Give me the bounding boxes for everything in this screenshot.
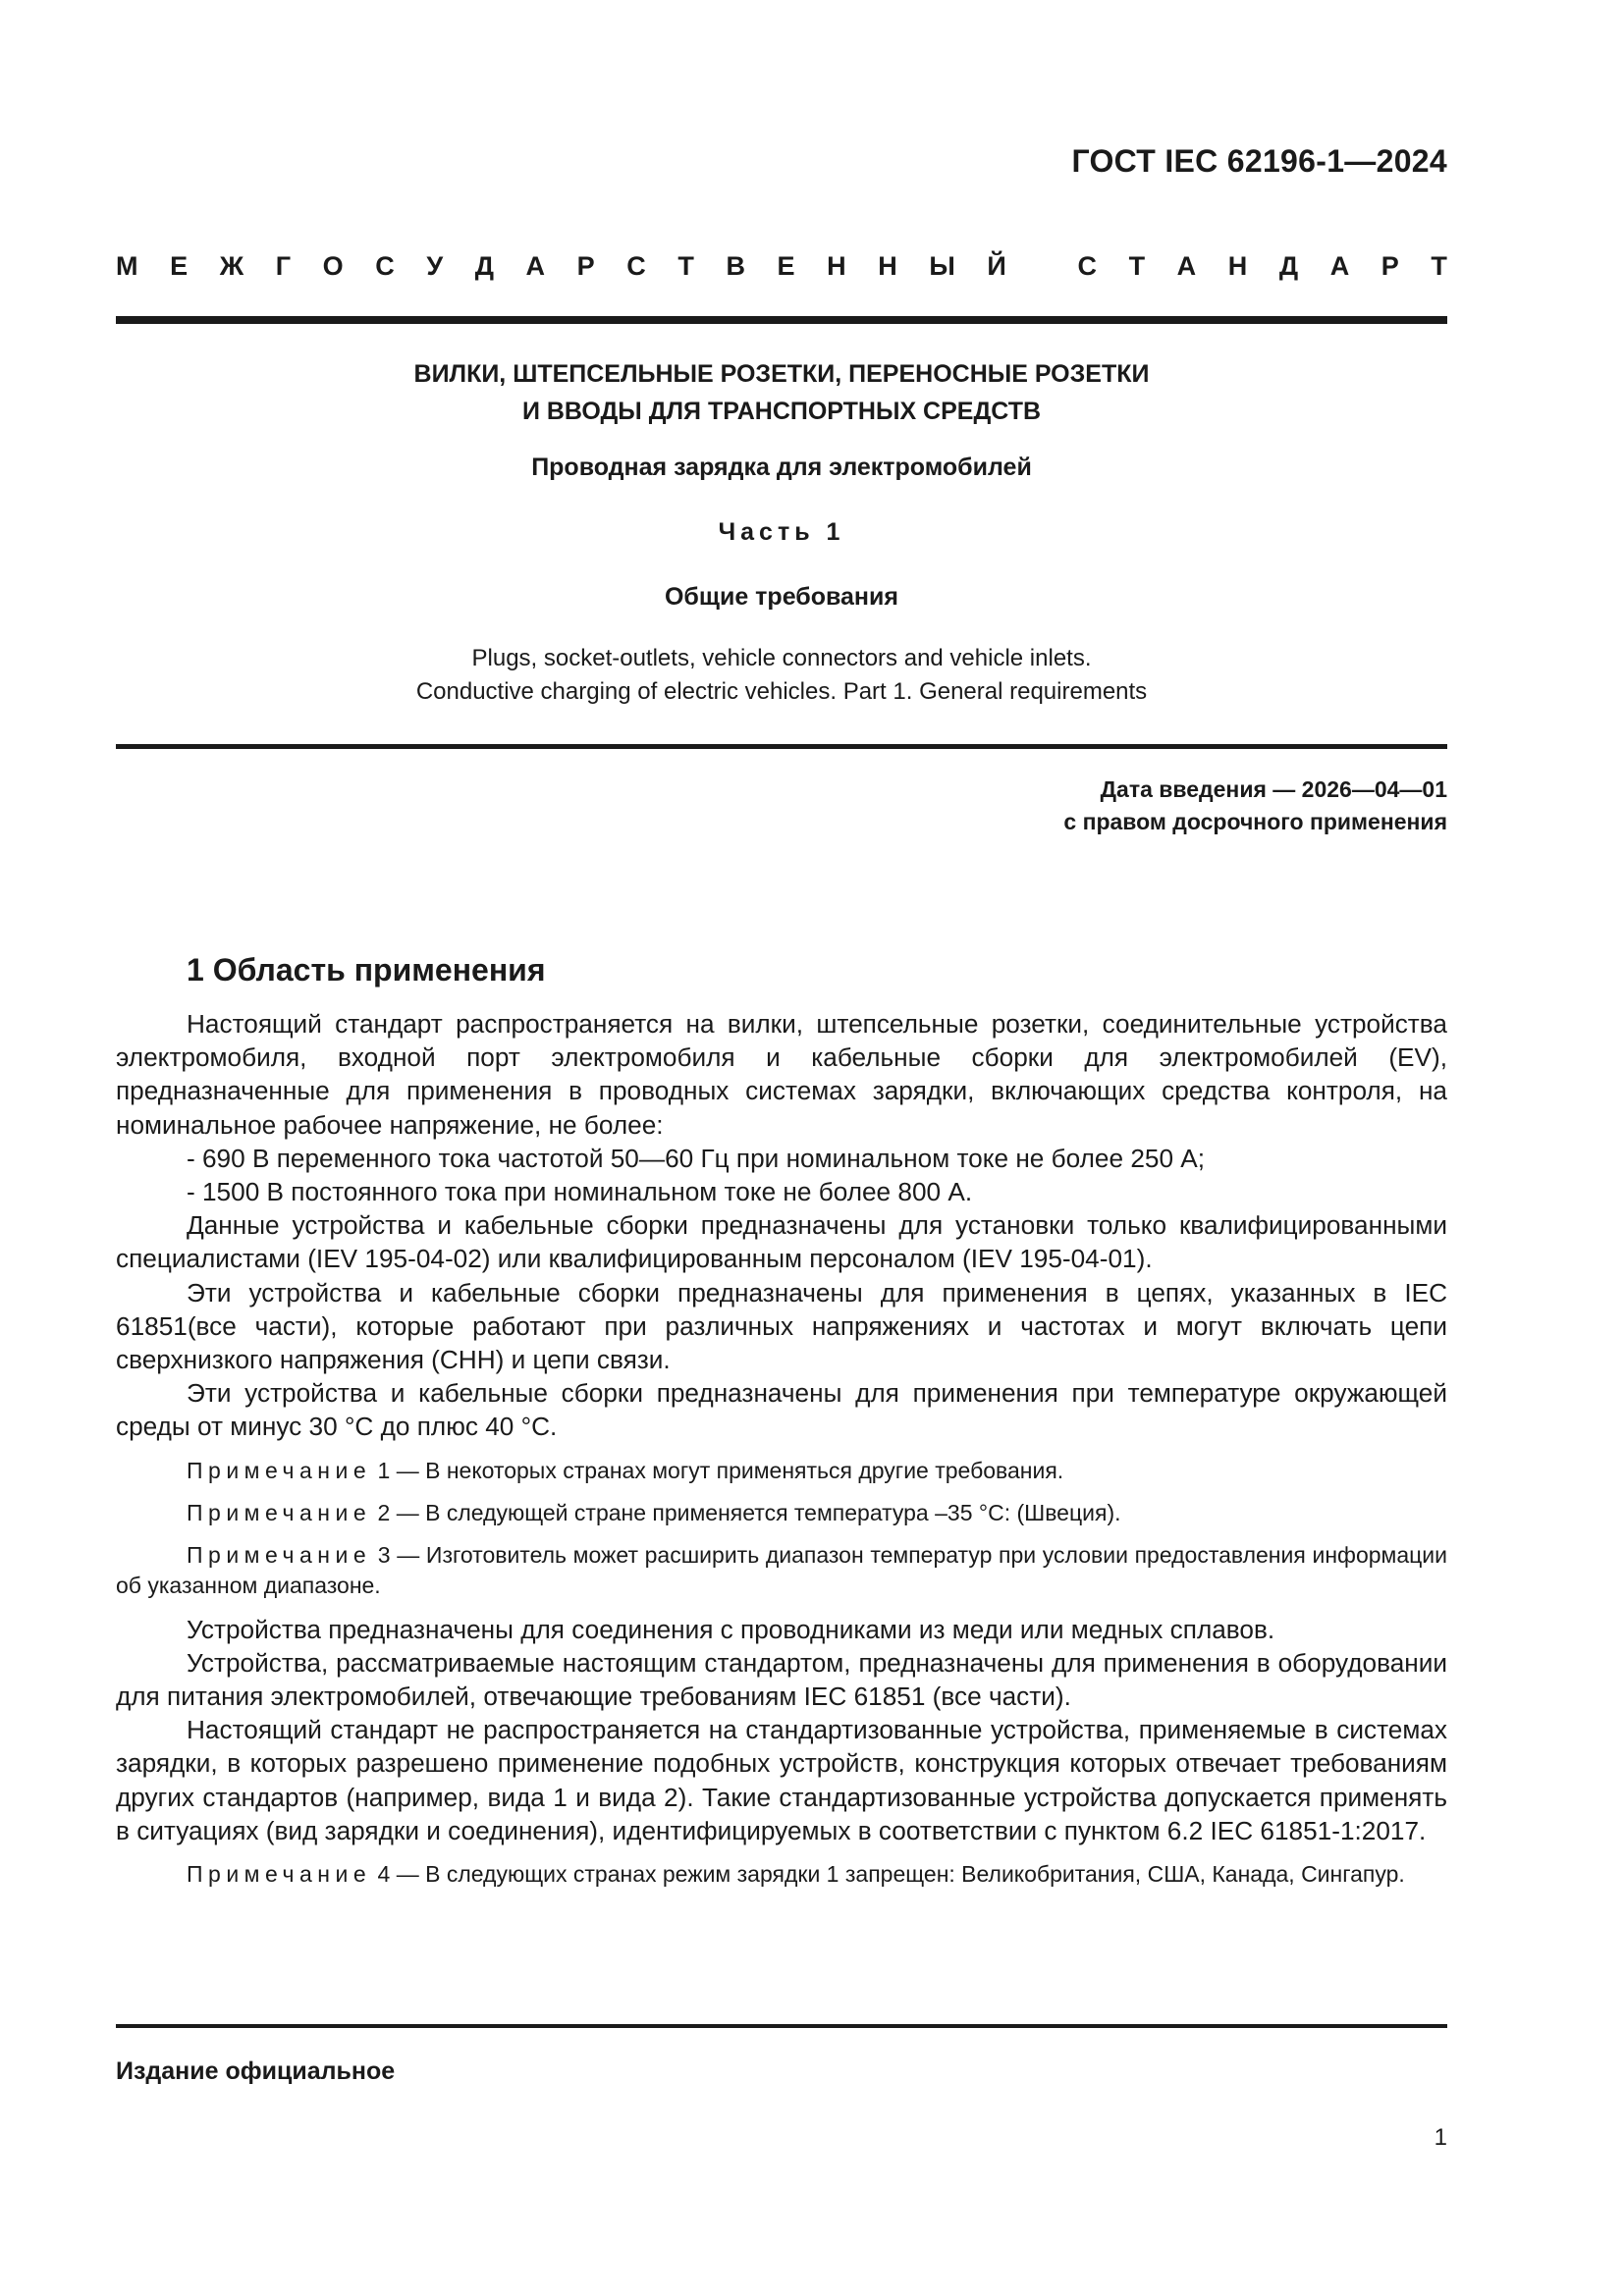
doc-type-letter: Н [878, 251, 897, 281]
note-text: 4 — В следующих странах режим зарядки 1 запрещен: Великобритания, США, Канада, Сингапур. [371, 1861, 1405, 1888]
doc-type-letter: Н [827, 251, 846, 281]
paragraph: Настоящий стандарт распространяется на вилки, штепсельные розетки, соединительные устройства электромобиля, входной порт электромобиля и кабельные сборки для электромобилей (EV), предназначенные для применения в проводных системах зарядки, включающих средства контроля, на номинальное рабочее напряжение, не более: [116, 1009, 1447, 1140]
doc-type-letter: Ж [219, 251, 244, 281]
document-title [116, 355, 1447, 430]
document-type-heading [116, 251, 1447, 282]
early-application-line: с правом досрочного применения [1063, 809, 1447, 834]
doc-type-letter: А [525, 251, 546, 281]
part-title: Общие требования [664, 583, 898, 611]
section-heading: 1 Область применения [187, 952, 546, 988]
english-title-line-1: Plugs, socket-outlets, vehicle connectors and vehicle inlets. [471, 645, 1092, 671]
note-3 [116, 1540, 1447, 1601]
title-divider [116, 744, 1447, 749]
official-edition-label: Издание официальное [116, 2057, 396, 2085]
note-1 [116, 1456, 1447, 1486]
english-title-line-2: Conductive charging of electric vehicles. Part 1. General requirements [415, 678, 1148, 705]
note-label: Примечание [187, 1541, 372, 1568]
paragraph: Эти устройства и кабельные сборки предназначены для применения при температуре окружающей среды от минус 30 °С до плюс 40 °С. [116, 1378, 1447, 1442]
note-text: 3 — Изготовитель может расширить диапазон температур при условии предоставления информации об указанном диапазоне. [116, 1541, 1447, 1598]
page-number: 1 [1434, 2124, 1447, 2151]
introduction-date-line: Дата введения — 2026—04—01 [1100, 776, 1447, 802]
note-text: 1 — В некоторых странах могут применяться другие требования. [371, 1457, 1064, 1483]
doc-type-letter: Е [777, 251, 795, 281]
doc-type-letter: Т [677, 251, 694, 281]
introduction-date [1063, 774, 1447, 838]
note-text: 2 — В следующей стране применяется температура –35 °С: (Швеция). [371, 1499, 1121, 1525]
note-4 [116, 1859, 1447, 1890]
doc-type-letter: Р [576, 251, 595, 281]
doc-type-letter: У [426, 251, 444, 281]
doc-type-letter: В [726, 251, 745, 281]
doc-type-letter: Г [275, 251, 292, 281]
doc-type-letter: О [322, 251, 344, 281]
footer-divider [116, 2024, 1447, 2028]
paragraph: Данные устройства и кабельные сборки предназначены для установки только квалифицированными специалистами (IEV 195-04-02) или квалифицированным персоналом (IEV 195-04-01). [116, 1210, 1447, 1274]
english-title [116, 642, 1447, 709]
doc-type-letter: Р [1380, 251, 1399, 281]
doc-type-letter: С [375, 251, 395, 281]
doc-type-letter: Т [1128, 251, 1146, 281]
part-number: Часть 1 [718, 518, 845, 546]
list-item: - 1500 В постоянного тока при номинальном токе не более 800 А. [187, 1177, 973, 1207]
title-line-2: И ВВОДЫ ДЛЯ ТРАНСПОРТНЫХ СРЕДСТВ [521, 398, 1042, 425]
doc-type-letter: Е [170, 251, 189, 281]
doc-type-letter: Ы [929, 251, 955, 281]
paragraph: Устройства предназначены для соединения с проводниками из меди или медных сплавов. [187, 1614, 1275, 1644]
list-item: - 690 В переменного тока частотой 50—60 Гц при номинальном токе не более 250 А; [187, 1143, 1206, 1173]
doc-type-word-gap [1038, 251, 1046, 282]
title-line-1: ВИЛКИ, ШТЕПСЕЛЬНЫЕ РОЗЕТКИ, ПЕРЕНОСНЫЕ РОЗЕТКИ [413, 360, 1150, 388]
doc-type-letter: С [626, 251, 646, 281]
doc-type-letter: А [1176, 251, 1197, 281]
doc-type-letter: Т [1431, 251, 1447, 281]
note-label: Примечание [187, 1457, 372, 1483]
note-2 [116, 1498, 1447, 1528]
note-label: Примечание [187, 1499, 372, 1525]
note-label: Примечание [187, 1861, 372, 1888]
header-divider [116, 316, 1447, 324]
doc-type-letter: Н [1227, 251, 1248, 281]
paragraph: Настоящий стандарт не распространяется на стандартизованные устройства, применяемые в системах зарядки, в которых разрешено применение подобных устройств, конструкция которых отвечает требованиям других стандартов (например, вида 1 и вида 2). Такие стандартизованные устройства допускается применять в ситуациях (вид зарядки и соединения), идентифицируемых в соответствии с пунктом 6.2 IEC 61851-1:2017. [116, 1715, 1447, 1845]
section-body [116, 1007, 1447, 1901]
doc-type-letter: Д [1278, 251, 1299, 281]
doc-type-letter: А [1329, 251, 1350, 281]
paragraph: Эти устройства и кабельные сборки предназначены для применения в цепях, указанных в IEC 61851(все части), которые работают при различных напряжениях и частотах и могут включать цепи сверхнизкого напряжения (СНН) и цепи связи. [116, 1277, 1447, 1375]
doc-type-letter: М [116, 251, 138, 281]
paragraph: Устройства, рассматриваемые настоящим стандартом, предназначены для применения в оборудовании для питания электромобилей, отвечающие требованиям IEC 61851 (все части). [116, 1647, 1447, 1712]
doc-type-letter: Д [474, 251, 494, 281]
document-number: ГОСТ IEC 62196-1—2024 [1071, 143, 1447, 179]
doc-type-letter: Й [987, 251, 1006, 281]
doc-type-letter: С [1077, 251, 1097, 281]
document-subtitle: Проводная зарядка для электромобилей [531, 454, 1032, 481]
